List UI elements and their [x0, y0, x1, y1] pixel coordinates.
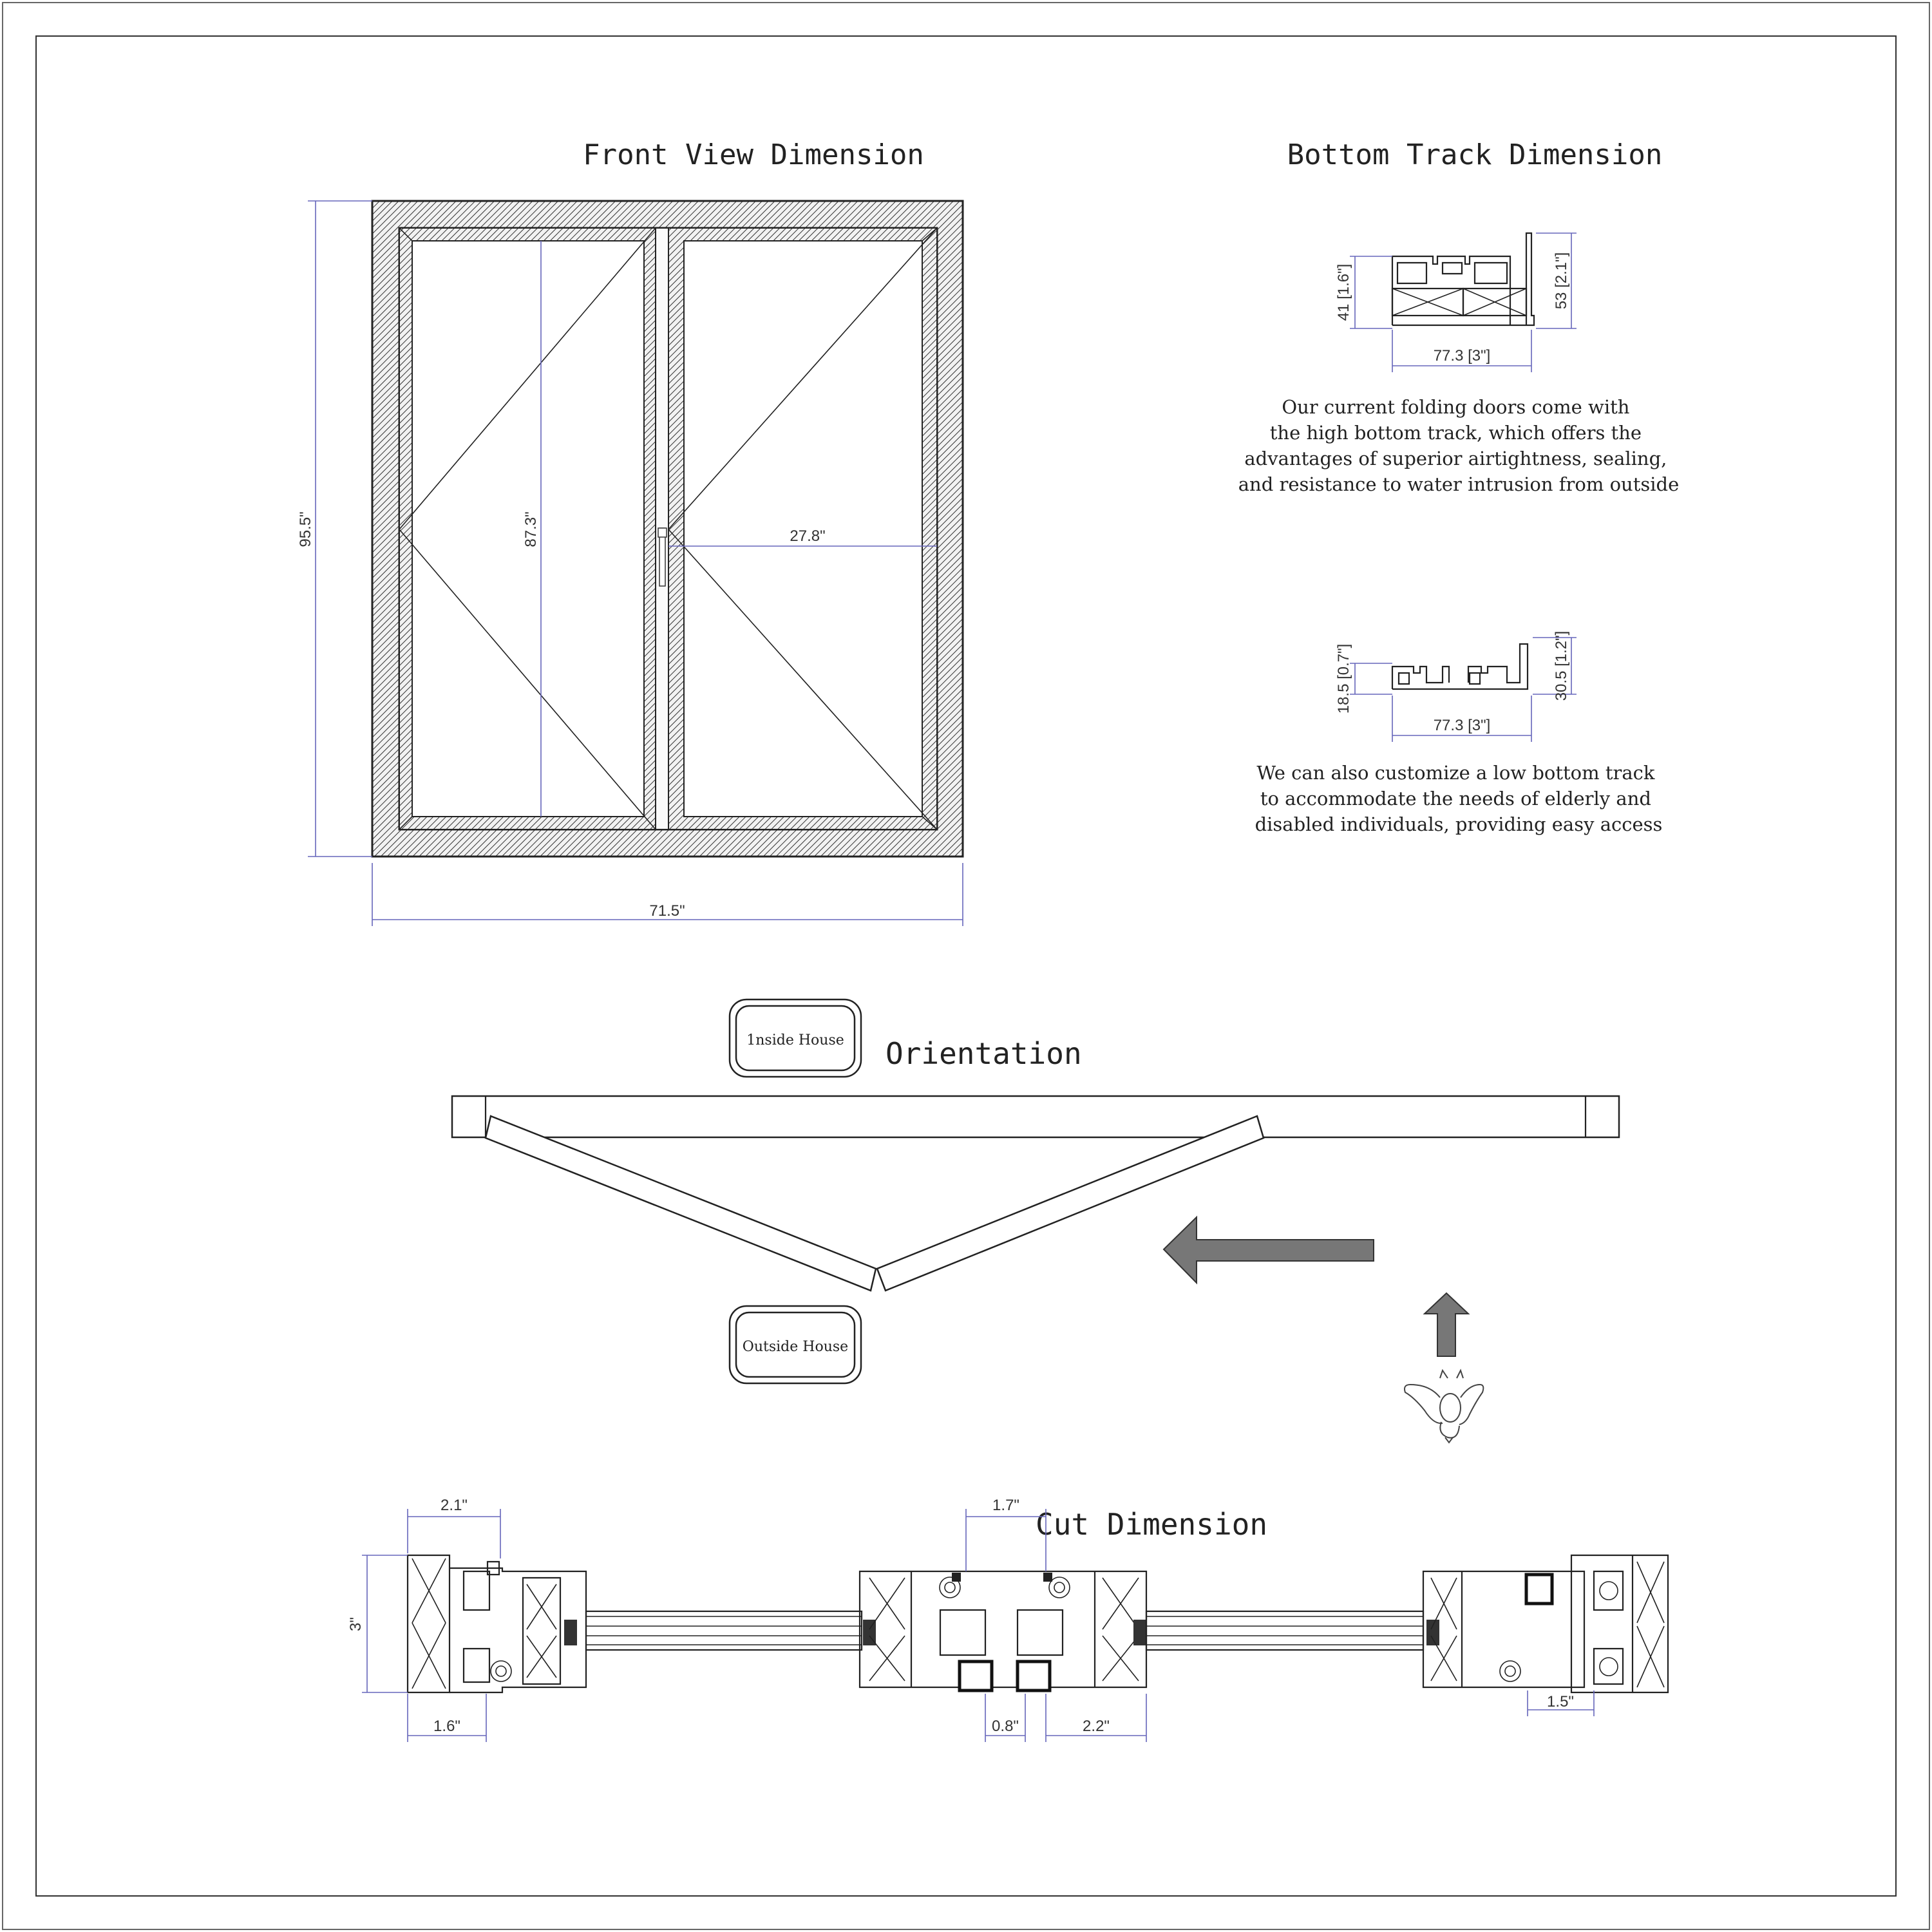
dim-total-height: 95.5" [297, 511, 314, 547]
high-track-profile [1392, 233, 1534, 325]
bottom-track-section [1238, 138, 1680, 835]
low-note-line-1: We can also customize a low bottom track [1256, 762, 1655, 784]
folded-panel-right [877, 1116, 1264, 1291]
cut-glass-left [586, 1611, 876, 1650]
folded-panel-left [486, 1116, 876, 1291]
dim-high-left: 41 [1.6"] [1335, 263, 1352, 321]
low-note-line-3: disabled individuals, providing easy access [1255, 813, 1663, 835]
cut-dim-bottom-left: 1.6" [433, 1718, 460, 1735]
low-note-line-2: to accommodate the needs of elderly and [1260, 788, 1651, 810]
cut-dim-bottom-mid-1: 0.8" [992, 1718, 1019, 1735]
orientation-title: Orientation [886, 1036, 1082, 1071]
front-view-title: Front View Dimension [583, 138, 924, 171]
top-track [452, 1096, 1619, 1137]
cut-glass-right [1133, 1611, 1439, 1650]
bottom-track-title: Bottom Track Dimension [1287, 138, 1663, 171]
dim-low-left: 18.5 [0.7"] [1335, 643, 1352, 714]
dim-panel-width: 27.8" [790, 527, 826, 545]
up-arrow-icon [1425, 1293, 1468, 1356]
cut-dim-top-left: 2.1" [440, 1497, 468, 1514]
left-arrow-icon [1164, 1217, 1374, 1283]
high-note-line-4: and resistance to water intrusion from outside [1238, 473, 1680, 495]
low-track-profile [1392, 644, 1528, 689]
cut-section [347, 1497, 1668, 1742]
dim-low-width: 77.3 [3"] [1433, 717, 1491, 734]
outside-house-label: Outside House [742, 1339, 849, 1355]
cut-dim-bottom-right: 1.5" [1547, 1693, 1574, 1710]
front-view-section [297, 138, 963, 926]
high-note-line-2: the high bottom track, which offers the [1269, 422, 1642, 444]
cut-dim-height: 3" [347, 1617, 365, 1631]
cut-title: Cut Dimension [1036, 1507, 1268, 1542]
cut-middle-sash [860, 1571, 1146, 1690]
dim-total-width: 71.5" [649, 902, 685, 920]
outer-border [3, 3, 1929, 1929]
high-note-line-1: Our current folding doors come with [1282, 396, 1630, 418]
dim-high-width: 77.3 [3"] [1433, 347, 1491, 365]
dim-high-right: 53 [2.1"] [1553, 252, 1570, 310]
high-note-line-3: advantages of superior airtightness, sealing, [1244, 448, 1667, 469]
dim-inner-height: 87.3" [522, 511, 540, 547]
low-track-note [1255, 762, 1663, 835]
cut-dim-top-mid: 1.7" [992, 1497, 1019, 1514]
high-track-note [1238, 396, 1680, 495]
cut-right-frame [1423, 1555, 1668, 1692]
inside-house-label: 1nside House [746, 1032, 844, 1048]
cut-left-frame [408, 1555, 586, 1692]
dim-low-right: 30.5 [1.2"] [1553, 630, 1570, 701]
cut-dim-bottom-mid-2: 2.2" [1083, 1718, 1110, 1735]
orientation-section [452, 999, 1619, 1443]
person-icon [1405, 1370, 1483, 1443]
